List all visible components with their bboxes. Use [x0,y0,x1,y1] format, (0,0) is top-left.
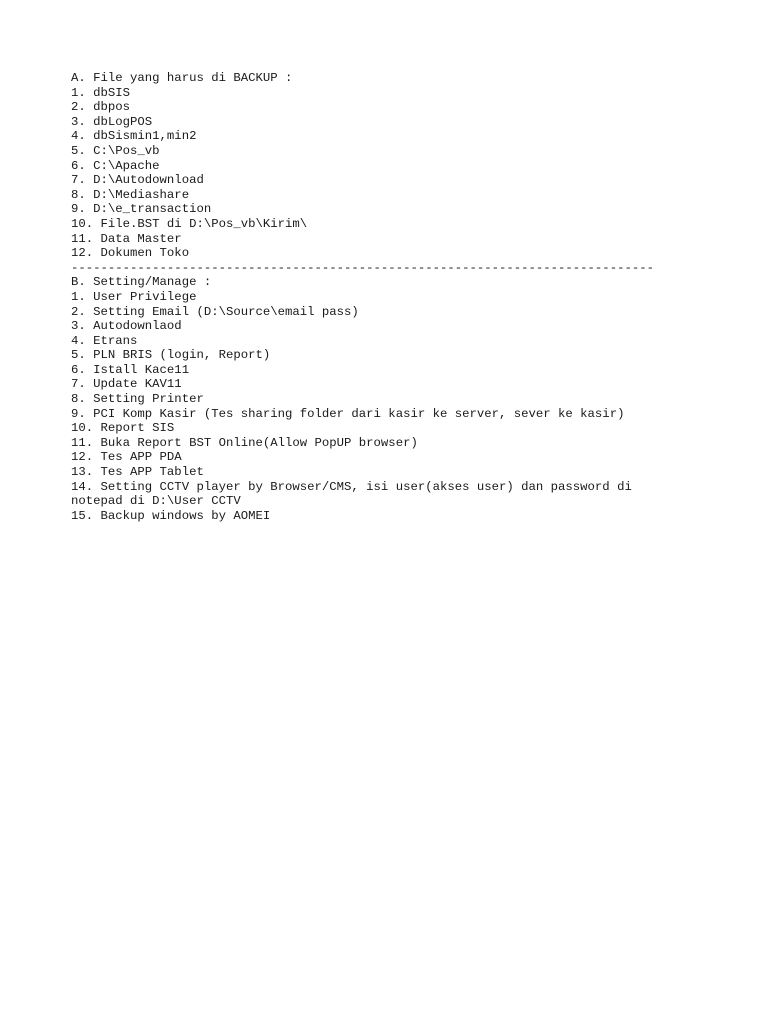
section-b-heading: B. Setting/Manage : [71,275,212,290]
backup-item: 4. dbSismin1,min2 [71,129,197,144]
setting-item: 5. PLN BRIS (login, Report) [71,348,271,363]
setting-item: 2. Setting Email (D:\Source\email pass) [71,304,359,319]
document-page [71,71,691,523]
backup-item: 7. D:\Autodownload [71,173,204,188]
backup-item: 1. dbSIS [71,85,131,100]
setting-item-continuation: notepad di D:\User CCTV [71,494,241,509]
backup-item: 2. dbpos [71,100,131,115]
section-separator: ------------------------------------------------------------------------------- [71,260,654,275]
backup-item: 11. Data Master [71,231,182,246]
setting-item: 7. Update KAV11 [71,377,182,392]
backup-item: 10. File.BST di D:\Pos_vb\Kirim\ [71,216,308,231]
backup-item: 9. D:\e_transaction [71,202,212,217]
setting-item: 3. Autodownlaod [71,319,182,334]
setting-item: 10. Report SIS [71,421,175,436]
backup-item: 3. dbLogPOS [71,114,153,129]
setting-item: 12. Tes APP PDA [71,450,182,465]
setting-item: 6. Istall Kace11 [71,362,190,377]
backup-item: 6. C:\Apache [71,158,160,173]
setting-item: 9. PCI Komp Kasir (Tes sharing folder dari kasir ke server, sever ke kasir) [71,406,625,421]
backup-item: 12. Dokumen Toko [71,246,190,261]
backup-item: 5. C:\Pos_vb [71,143,160,158]
setting-item: 8. Setting Printer [71,392,204,407]
setting-item: 13. Tes APP Tablet [71,465,204,480]
setting-item: 14. Setting CCTV player by Browser/CMS, isi user(akses user) dan password di [71,479,632,494]
section-a-heading: A. File yang harus di BACKUP : [71,71,293,85]
setting-item: 1. User Privilege [71,289,197,304]
setting-item: 4. Etrans [71,333,138,348]
setting-item: 15. Backup windows by AOMEI [71,508,271,523]
backup-item: 8. D:\Mediashare [71,187,190,202]
setting-item: 11. Buka Report BST Online(Allow PopUP browser) [71,435,418,450]
